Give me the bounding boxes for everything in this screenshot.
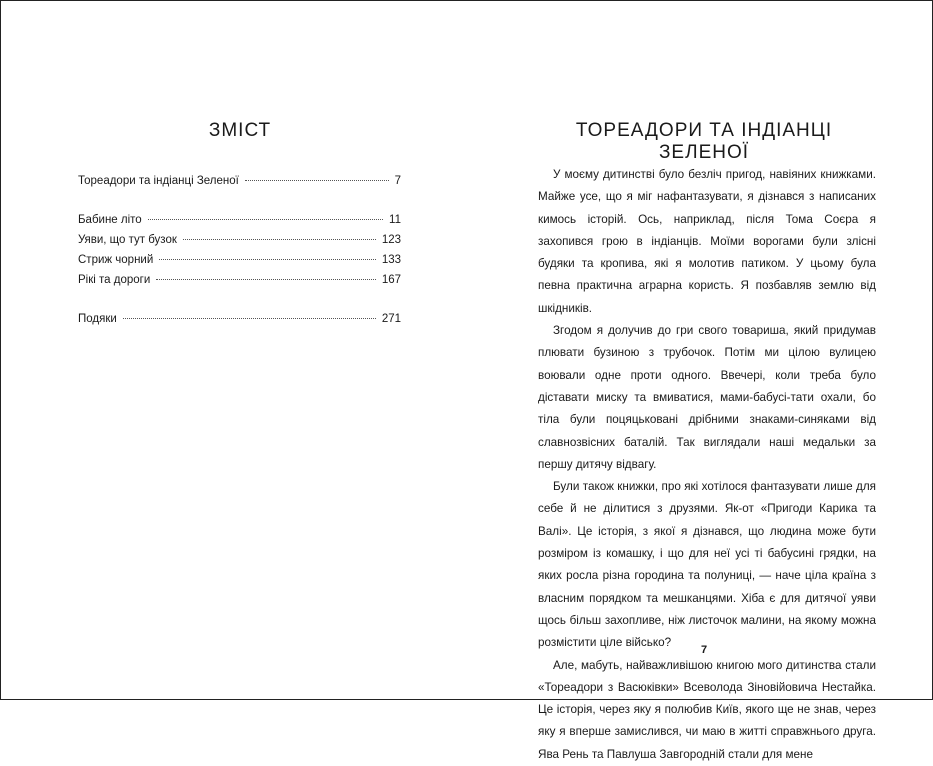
- toc-leader-dots: [183, 239, 376, 240]
- toc-entry[interactable]: [78, 270, 401, 290]
- toc-leader-dots: [159, 259, 376, 260]
- toc-leader-dots: [148, 219, 383, 220]
- toc-entry-title: Стриж чорний: [78, 254, 154, 266]
- toc-entry-page: 7: [394, 175, 401, 187]
- toc-leader-dots: [156, 279, 376, 280]
- body-paragraph: Були також книжки, про які хотілося фантазувати лише для себе й не ділитися з друзями. Як-от «Пригоди Карика та Валі». Це історія, з якої я дізнався, що людина може бути розміром із комашку, і що для неї усі ті бабусині грядки, на яких росла різна городина та полуниці, — наче ціла країна з власним порядком та мешканцями. Хіба є для дитячої уяви щось більш захопливе, ніж листочок малини, на якому можна розмістити ціле військо?: [538, 480, 876, 650]
- toc-entry-page: 133: [381, 254, 401, 266]
- toc-entry-title: Рікі та дороги: [78, 274, 151, 286]
- body-paragraph: У моєму дитинстві було безліч пригод, навіяних книжками. Майже усе, що я міг нафантазувати, я дізнався з написаних кимось історій. Ось, наприклад, після Тома Соєра я захопився грою в індіанців. Моїми ворогами були злісні будяки та кропива, які я молотив патиком. У цьому була певна практична аграрна користь. Я позбавляв землю від шкідників.: [538, 168, 876, 315]
- toc-entry[interactable]: [78, 250, 401, 270]
- toc-entry-title: Уяви, що тут бузок: [78, 234, 177, 246]
- toc-entry-page: 271: [381, 313, 401, 325]
- toc-entry-title: Тореадори та індіанці Зеленої: [78, 175, 239, 187]
- toc-entry-page: 11: [389, 214, 401, 226]
- toc-entry[interactable]: [78, 230, 401, 250]
- toc-leader-dots: [245, 180, 389, 181]
- toc-entry-title: Бабине літо: [78, 214, 142, 226]
- chapter-title: ТОРЕАДОРИ ТА ІНДІАНЦІ ЗЕЛЕНОЇ: [575, 120, 833, 163]
- toc-gap: [78, 191, 401, 210]
- body-paragraph: Згодом я долучив до гри свого товариша, який придумав плювати бузиною з трубочок. Потім ми цілою вулицею воювали одне проти одного. Ввечері, коли треба було діставати миску та вмиватися, мами-бабусі-тати охали, бо тіла були поцяцьковані дрібними знаками-синяками від славнозвісних баталій. Так виглядали наші медальки за першу дитячу відвагу.: [538, 324, 876, 471]
- toc-gap: [78, 290, 401, 309]
- toc-title: ЗМІСТ: [208, 120, 272, 141]
- chapter-text: [538, 164, 876, 766]
- toc-list: [78, 171, 401, 329]
- toc-entry-page: 123: [381, 234, 401, 246]
- toc-leader-dots: [123, 318, 376, 319]
- page-number: 7: [700, 644, 708, 656]
- body-paragraph: Але, мабуть, найважливішою книгою мого дитинства стали «Тореадори з Васюківки» Всеволода Зіновійовича Нестайка. Це історія, через яку я полюбив Київ, якого ще не знав, через яку я вперше замислився, чи маю в житті справжнього друга. Ява Рень та Павлуша Завгородній стали для мене: [538, 658, 876, 761]
- toc-entry[interactable]: [78, 171, 401, 191]
- toc-entry[interactable]: [78, 210, 401, 230]
- toc-entry-page: 167: [381, 274, 401, 286]
- toc-entry-title: Подяки: [78, 313, 117, 325]
- toc-entry[interactable]: [78, 309, 401, 329]
